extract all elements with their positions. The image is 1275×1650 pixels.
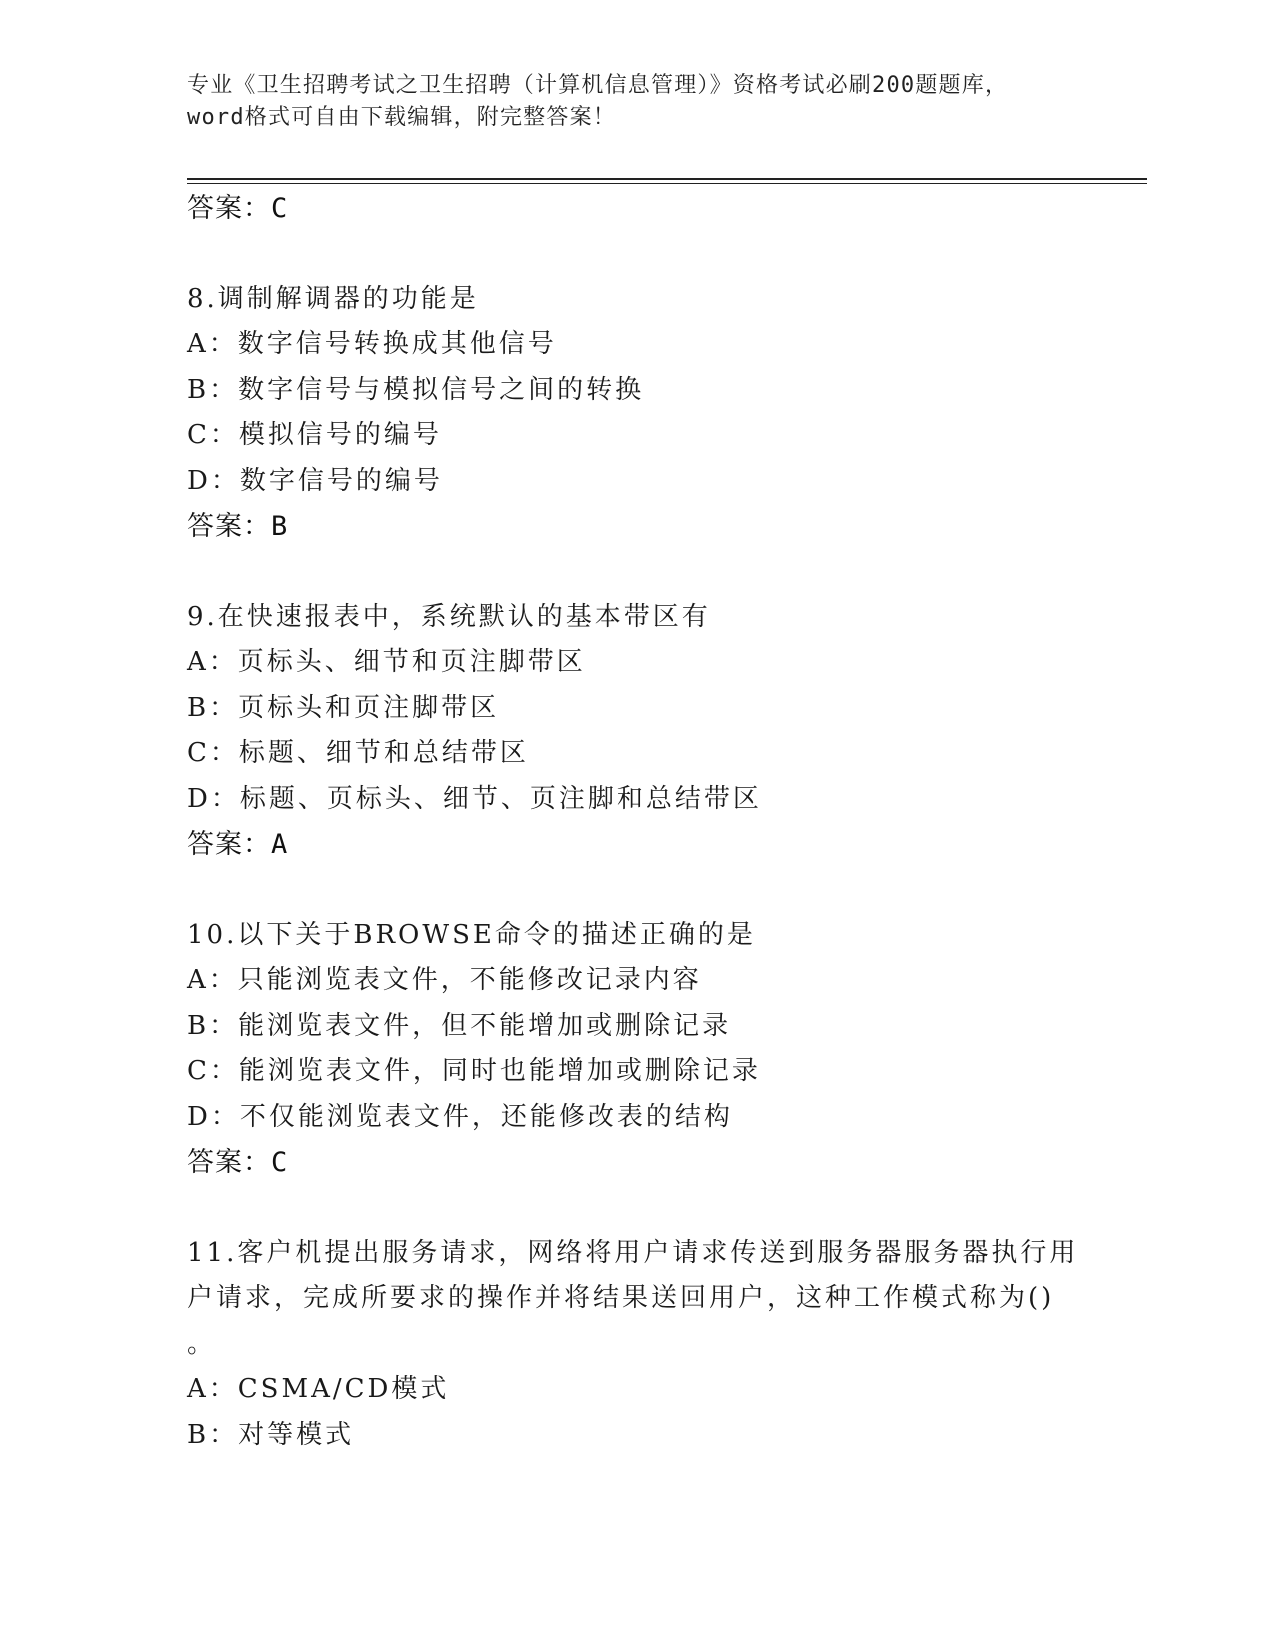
answer-label: 答案：A bbox=[187, 829, 289, 860]
question-list bbox=[187, 186, 1147, 1458]
option-a: A：只能浏览表文件，不能修改记录内容 bbox=[187, 965, 702, 995]
option-b: B：对等模式 bbox=[187, 1419, 355, 1450]
answer-label: 答案：B bbox=[187, 511, 289, 542]
option-a: A：CSMA/CD模式 bbox=[187, 1374, 450, 1404]
question-text: 8.调制解调器的功能是 bbox=[187, 283, 479, 314]
question-text-line-2: 户请求，完成所要求的操作并将结果送回用户，这种工作模式称为() bbox=[187, 1283, 1055, 1313]
option-d: D：标题、页标头、细节、页注脚和总结带区 bbox=[187, 783, 762, 814]
document-header bbox=[187, 70, 1147, 134]
header-divider-thin bbox=[187, 183, 1147, 184]
header-line-2: word格式可自由下载编辑，附完整答案！ bbox=[187, 105, 616, 130]
question-block bbox=[187, 1231, 1147, 1459]
answer-label: 答案：C bbox=[187, 1147, 289, 1178]
header-line-1: 专业《卫生招聘考试之卫生招聘（计算机信息管理）》资格考试必刷200题题库， bbox=[187, 73, 1009, 98]
option-b: B：能浏览表文件，但不能增加或删除记录 bbox=[187, 1010, 732, 1041]
question-text: 9.在快速报表中，系统默认的基本带区有 bbox=[187, 601, 711, 632]
question-text-line-3: 。 bbox=[187, 1328, 217, 1359]
option-b: B：数字信号与模拟信号之间的转换 bbox=[187, 374, 645, 405]
option-a: A：页标头、细节和页注脚带区 bbox=[187, 647, 586, 677]
spacer bbox=[187, 868, 1147, 913]
question-block bbox=[187, 595, 1147, 868]
spacer bbox=[187, 232, 1147, 277]
option-c: C：标题、细节和总结带区 bbox=[187, 738, 529, 768]
spacer bbox=[187, 1186, 1147, 1231]
question-block bbox=[187, 913, 1147, 1186]
option-d: D：不仅能浏览表文件，还能修改表的结构 bbox=[187, 1101, 733, 1132]
question-block bbox=[187, 277, 1147, 550]
option-c: C：模拟信号的编号 bbox=[187, 420, 442, 450]
question-text-line-1: 11.客户机提出服务请求，网络将用户请求传送到服务器服务器执行用 bbox=[187, 1237, 1079, 1268]
header-divider-thick bbox=[187, 178, 1147, 180]
answer-label: 答案：C bbox=[187, 193, 289, 224]
option-b: B：页标头和页注脚带区 bbox=[187, 692, 500, 723]
spacer bbox=[187, 550, 1147, 595]
option-d: D：数字信号的编号 bbox=[187, 465, 443, 496]
option-c: C：能浏览表文件，同时也能增加或删除记录 bbox=[187, 1056, 761, 1086]
question-text: 10.以下关于BROWSE命令的描述正确的是 bbox=[187, 919, 756, 950]
option-a: A：数字信号转换成其他信号 bbox=[187, 329, 557, 359]
